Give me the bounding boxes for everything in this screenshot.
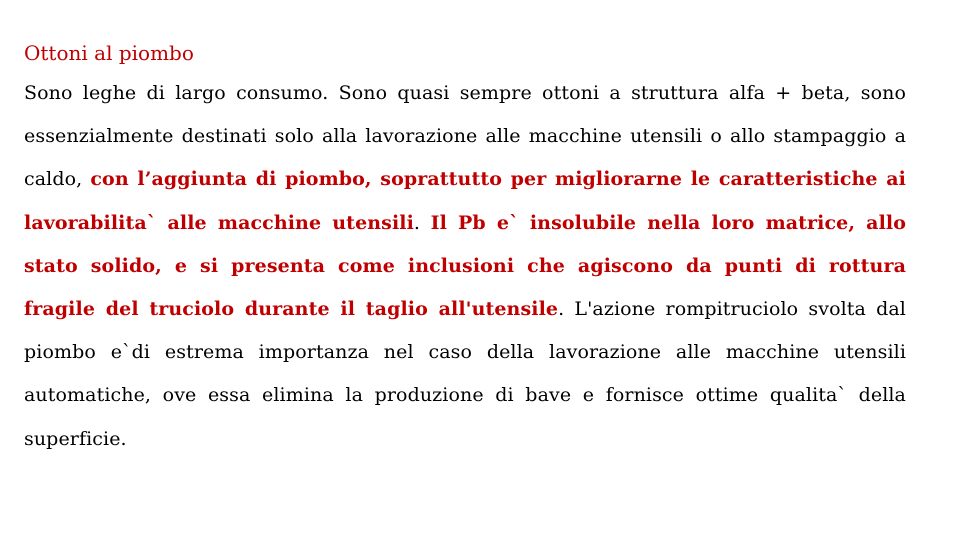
slide-content xyxy=(24,40,906,461)
highlight-lead-insolubility: Il Pb e` insolubile nella loro matrice, allo stato solido, e si presenta come inclusioni che agiscono da punti di rottura fragile del truciolo durante il taglio all'utensile xyxy=(24,211,906,321)
body-text-separator: . xyxy=(413,211,431,234)
body-text-intro: Sono leghe di largo consumo. Sono quasi sempre ottoni a struttura alfa + beta, sono essenzialmente destinati solo alla lavorazione alle macchine utensili o allo stampaggio a caldo, xyxy=(24,82,906,191)
body-text-conclusion: . L'azione rompitruciolo svolta dal piombo e`di estrema importanza nel caso della lavorazione alle macchine utensili automatiche, ove essa elimina la produzione di bave e fornisce ottime qualita` della superficie. xyxy=(24,298,906,450)
slide-title: Ottoni al piombo xyxy=(24,41,194,65)
highlight-lead-addition: con l’aggiunta di piombo, soprattutto per migliorarne le caratteristiche ai lavorabilita` alle macchine utensili xyxy=(24,168,906,234)
body-paragraph xyxy=(24,72,906,461)
